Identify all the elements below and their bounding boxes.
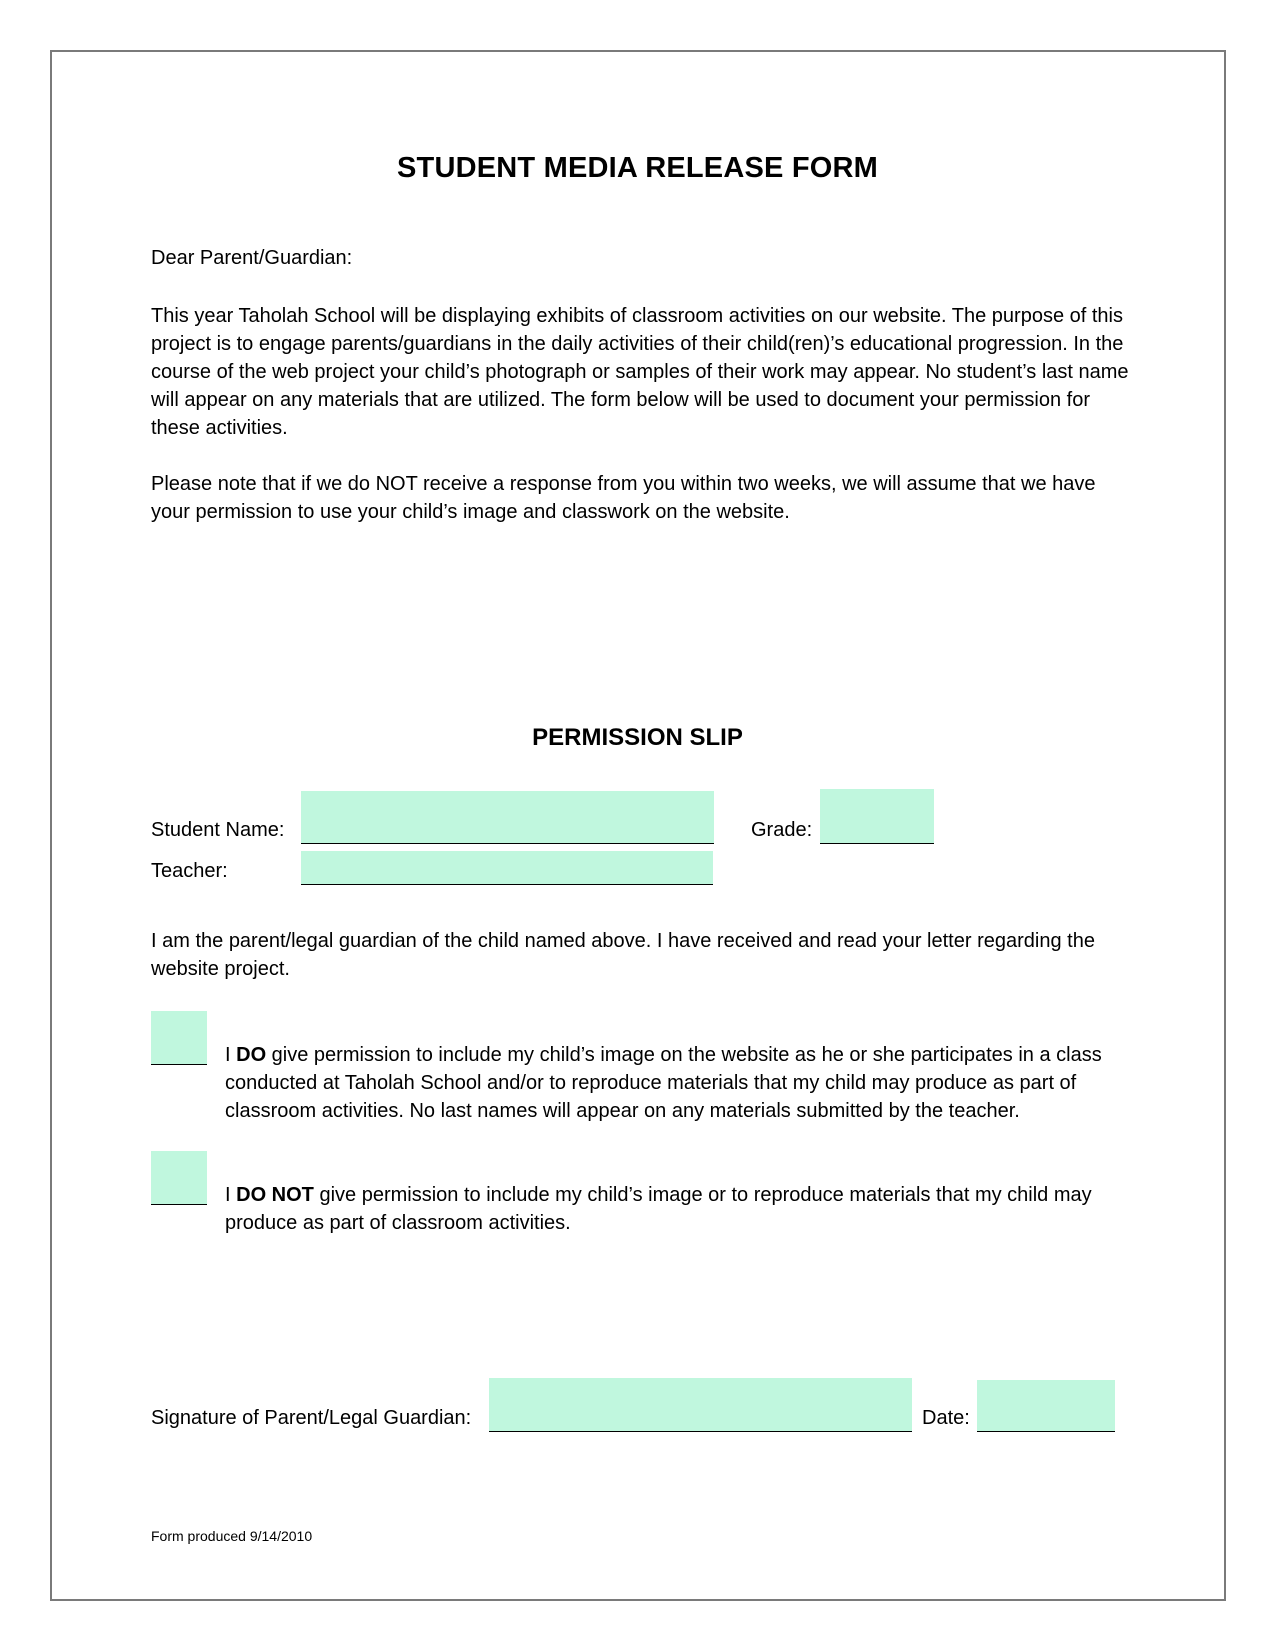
permission-do-prefix: I [225, 1044, 237, 1066]
permission-do-emphasis: DO [236, 1044, 267, 1066]
teacher-label: Teacher: [151, 860, 228, 882]
intro-paragraph: This year Taholah School will be displaying exhibits of classroom activities on our website. The purpose of this project is to engage parents/guardians in the daily activities of their child(ren)’s educational progression. In the course of the web project your child’s photograph or samples of their work may appear. No student’s last name will appear on any materials that are utilized. The form below will be used to document your permission for these activities. [151, 305, 1129, 439]
permission-slip-heading: PERMISSION SLIP [532, 724, 743, 751]
student-name-field[interactable] [301, 791, 714, 844]
form-footer: Form produced 9/14/2010 [151, 1528, 313, 1544]
teacher-field[interactable] [301, 851, 713, 885]
permission-do-not-body: give permission to include my child’s image or to reproduce materials that my child may produce as part of classroom activities. [225, 1184, 1092, 1234]
permission-do-not-text [225, 1181, 1130, 1237]
salutation: Dear Parent/Guardian: [151, 247, 353, 269]
permission-do-not-prefix: I [225, 1184, 237, 1206]
signature-label: Signature of Parent/Legal Guardian: [151, 1407, 472, 1429]
grade-label: Grade: [751, 819, 813, 841]
signature-field[interactable] [489, 1378, 912, 1432]
permission-do-text [225, 1041, 1130, 1125]
permission-do-checkbox[interactable] [151, 1011, 207, 1065]
form-title: STUDENT MEDIA RELEASE FORM [396, 152, 879, 184]
date-field[interactable] [977, 1380, 1115, 1432]
student-name-label: Student Name: [151, 819, 285, 841]
date-label: Date: [922, 1407, 970, 1429]
permission-do-not-checkbox[interactable] [151, 1151, 207, 1205]
permission-do-body: give permission to include my child’s image on the website as he or she participates in a class conducted at Taholah School and/or to reproduce materials that my child may produce as part of classroom activities. No last names will appear on any materials submitted by the teacher. [225, 1044, 1102, 1122]
acknowledgement-text: I am the parent/legal guardian of the child named above. I have received and read your letter regarding the website project. [151, 930, 1095, 980]
grade-field[interactable] [820, 789, 934, 844]
permission-do-not-emphasis: DO NOT [236, 1184, 314, 1206]
notice-paragraph: Please note that if we do NOT receive a response from you within two weeks, we will assume that we have your permission to use your child’s image and classwork on the website. [151, 473, 1096, 523]
